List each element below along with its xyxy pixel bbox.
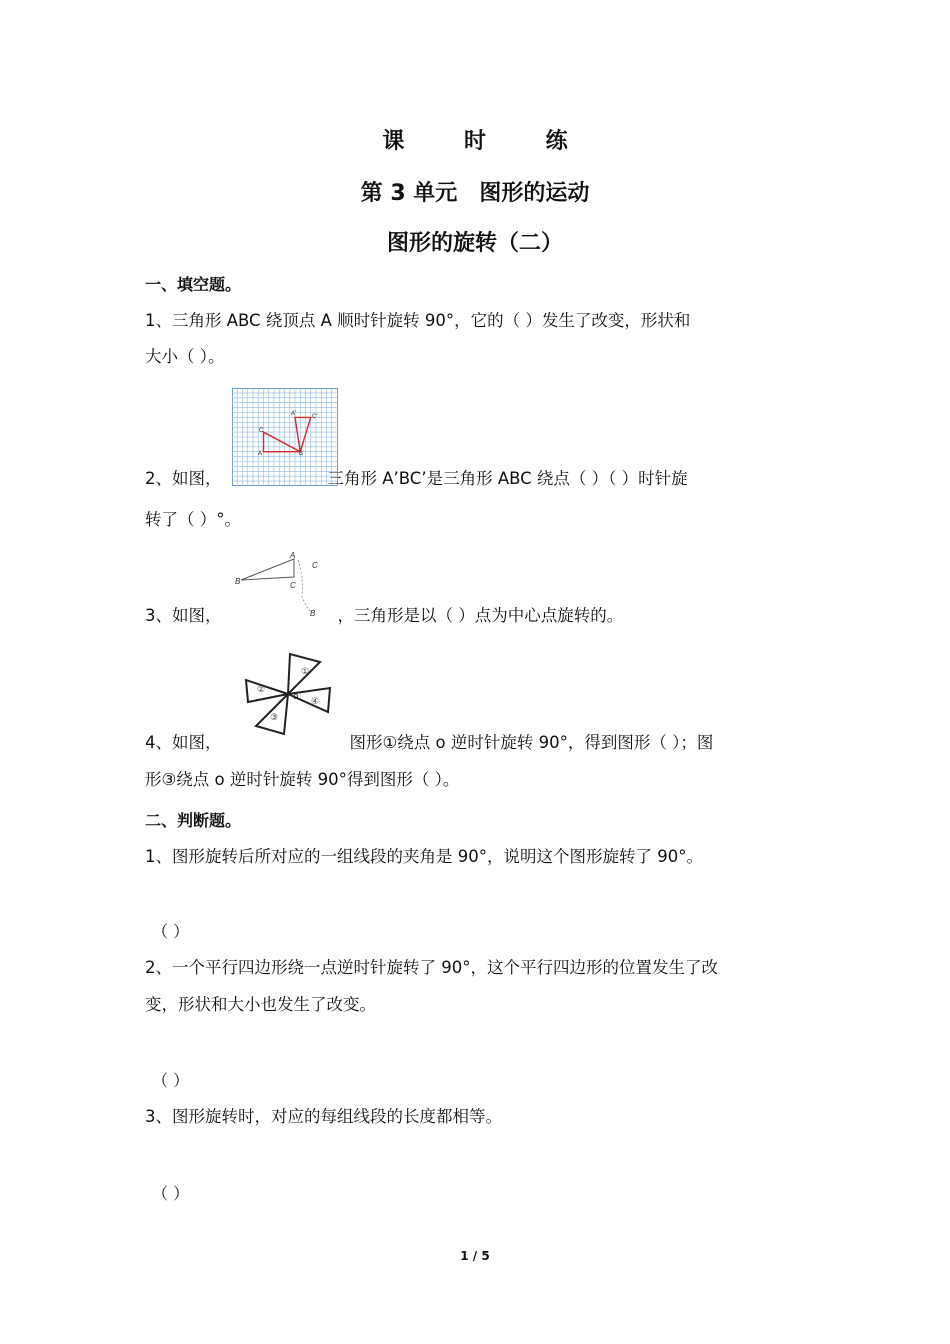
q2-judge-line2: 变，形状和大小也发生了改变。 (145, 995, 376, 1014)
q4-prefix: 4、如图， (145, 733, 222, 752)
lesson-title: 图形的旋转（二） (386, 231, 563, 256)
q4-suffix: 图形①绕点 o 逆时针旋转 90°，得到图形（ ）；图 (349, 733, 714, 752)
unit-title (0, 176, 950, 207)
unit-name: 图形的运动 (479, 181, 590, 206)
label-c-prime: C' (312, 414, 318, 420)
label-shape-2: ② (257, 685, 266, 695)
q2-fill-line1 (145, 469, 688, 489)
label-b-rotated: B (310, 609, 316, 618)
q3-judge-answer[interactable]: （ ） (152, 1184, 190, 1203)
label-c: C (259, 428, 264, 434)
label-b: B (235, 577, 241, 586)
label-shape-1: ① (301, 667, 310, 677)
pinwheel-figure (240, 650, 336, 736)
q3-judge-line: 3、图形旋转时，对应的每组线段的长度都相等。 (145, 1107, 502, 1126)
q2-prefix: 2、如图， (145, 469, 222, 488)
q1-fill-line2: 大小（ ）。 (145, 347, 225, 366)
label-a-prime: A' (291, 411, 297, 417)
q2-judge-answer[interactable]: （ ） (152, 1071, 190, 1090)
q1-judge-line: 1、图形旋转后所对应的一组线段的夹角是 90°，说明这个图形旋转了 90°。 (145, 847, 703, 866)
label-a: A (258, 451, 263, 457)
label-c-rotated: C (312, 561, 318, 570)
label-a: A (290, 551, 296, 560)
q3-prefix: 3、如图， (145, 606, 222, 625)
label-shape-4: ④ (311, 697, 320, 707)
label-c: C (290, 581, 296, 590)
unit-number: 第 3 单元 (360, 181, 458, 206)
q4-fill-line1 (145, 733, 713, 753)
q1-fill-line1: 1、三角形 ABC 绕顶点 A 顺时针旋转 90°，它的（ ）发生了改变，形状和 (145, 311, 691, 330)
label-shape-3: ③ (270, 713, 279, 723)
page-indicator: 1 / 5 (460, 1249, 490, 1263)
section-judgement-heading: 二、判断题。 (145, 811, 242, 830)
worksheet-title: 课 时 练 (382, 129, 594, 154)
q1-judge-answer[interactable]: （ ） (152, 922, 190, 941)
q3-fill-line (145, 606, 623, 626)
label-center-o: o (293, 692, 299, 702)
q2-fill-line2: 转了（ ）°。 (145, 510, 241, 529)
q3-suffix: ，三角形是以（ ）点为中心点旋转的。 (337, 606, 624, 625)
label-b: B (299, 451, 304, 457)
section-fill-in-heading: 一、填空题。 (145, 275, 242, 294)
q2-judge-line1: 2、一个平行四边形绕一点逆时针旋转了 90°，这个平行四边形的位置发生了改 (145, 958, 718, 977)
q4-fill-line2: 形③绕点 o 逆时针旋转 90°得到图形（ ）。 (145, 770, 460, 789)
q2-suffix: 三角形 A’BC’是三角形 ABC 绕点（ ）（ ）时针旋 (327, 469, 688, 488)
